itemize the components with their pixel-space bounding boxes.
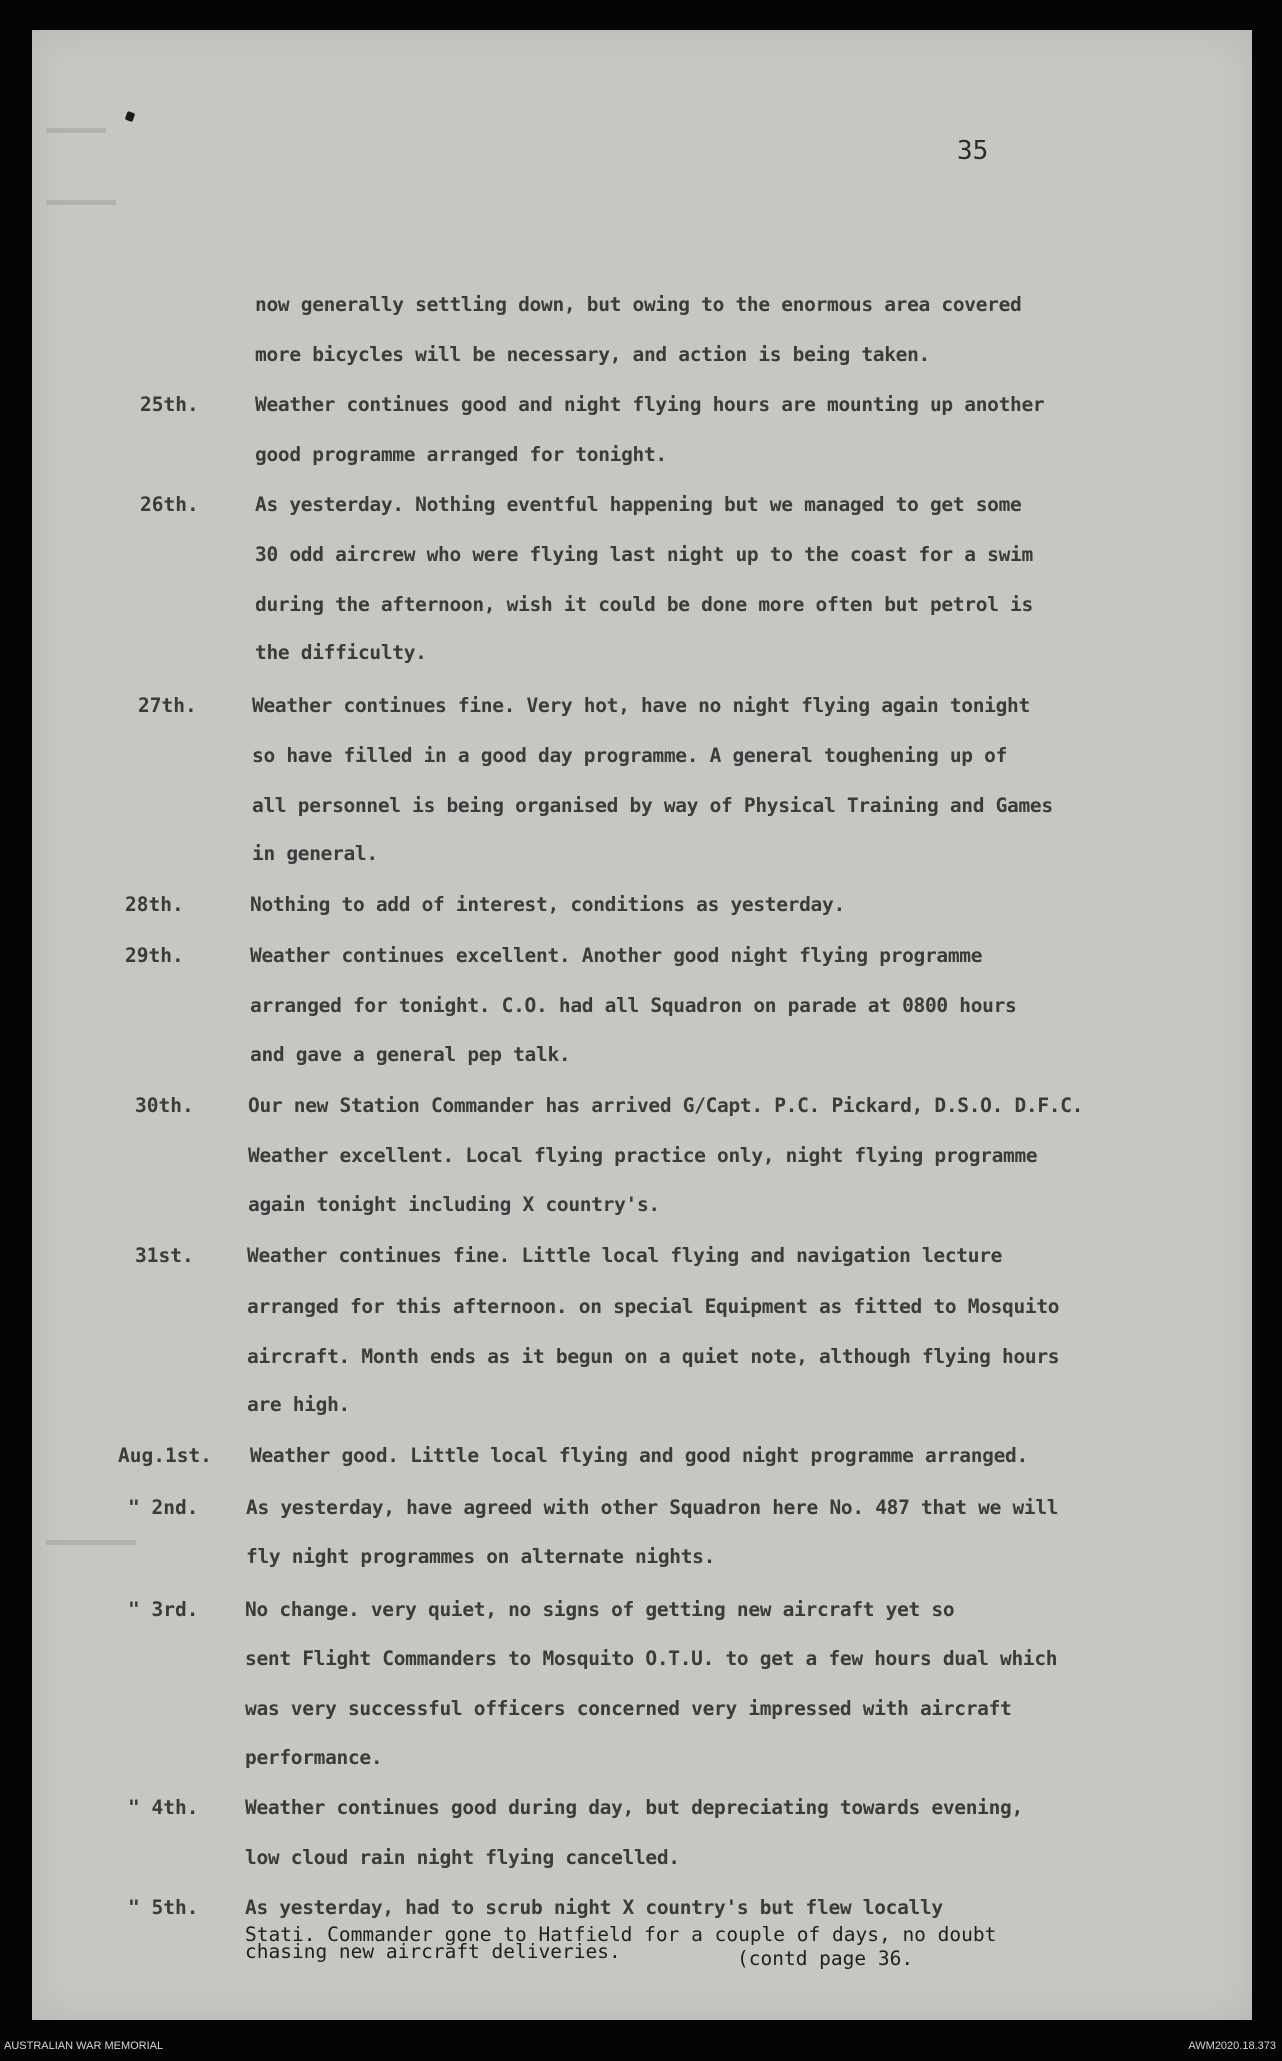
entry-line: now generally settling down, but owing to the enormous area covered [255,293,1022,316]
entry-line: arranged for this afternoon. on special Equipment as fitted to Mosquito [247,1295,1060,1318]
entry-line: sent Flight Commanders to Mosquito O.T.U. to get a few hours dual which [245,1647,1058,1670]
entry-line: As yesterday. Nothing eventful happening but we managed to get some [255,493,1022,516]
entry-line: Weather continues excellent. Another good night flying programme [250,944,983,967]
entry-line: good programme arranged for tonight. [255,443,667,466]
entry-date: " 3rd. [128,1598,199,1621]
entry-line: 30 odd aircrew who were flying last night up to the coast for a swim [255,543,1033,566]
page-number: 35 [957,136,989,166]
entry-line: low cloud rain night flying cancelled. [245,1846,680,1869]
continued-note: (contd page 36. [737,1947,914,1970]
entry-line: again tonight including X country's. [248,1193,660,1216]
entry-line: all personnel is being organised by way of Physical Training and Games [252,794,1053,817]
ink-speck [125,111,136,122]
entry-line: are high. [247,1393,350,1416]
entry-date: " 2nd. [128,1496,199,1519]
entry-date: 30th. [135,1094,194,1117]
entry-date: 25th. [140,393,199,416]
entry-line: was very successful officers concerned very impressed with aircraft [245,1697,1012,1720]
entry-line: Our new Station Commander has arrived G/Capt. P.C. Pickard, D.S.O. D.F.C. [248,1094,1084,1117]
archive-credit: AUSTRALIAN WAR MEMORIAL [4,2040,164,2052]
entry-line: Weather continues good during day, but depreciating towards evening, [245,1796,1023,1819]
footer-line: chasing new aircraft deliveries. [245,1940,621,1963]
entry-date: " 5th. [128,1896,199,1919]
entry-line: the difficulty. [255,641,427,664]
entry-date: 27th. [138,694,197,717]
entry-line: Weather continues good and night flying hours are mounting up another [255,393,1045,416]
faint-mark [46,1540,136,1545]
entry-line: performance. [245,1746,383,1769]
entry-line: during the afternoon, wish it could be done more often but petrol is [255,593,1033,616]
entry-line: Weather good. Little local flying and good night programme arranged. [250,1444,1028,1467]
entry-date: 26th. [140,493,199,516]
entry-line: Nothing to add of interest, conditions as yesterday. [250,893,845,916]
entry-line: Weather continues fine. Little local flying and navigation lecture [247,1244,1003,1267]
entry-date: 28th. [125,893,184,916]
entry-line: As yesterday, have agreed with other Squadron here No. 487 that we will [246,1496,1059,1519]
archive-reference: AWM2020.18.373 [1188,2040,1276,2052]
entry-line: so have filled in a good day programme. A general toughening up of [252,744,1008,767]
faint-mark [46,128,106,133]
footer-line: Stati. Commander gone to Hatfield for a couple of days, no doubt [245,1923,997,1946]
faint-mark [46,200,116,205]
entry-date: Aug.1st. [118,1444,212,1467]
entry-line: arranged for tonight. C.O. had all Squadron on parade at 0800 hours [250,994,1017,1017]
entry-line: and gave a general pep talk. [250,1043,571,1066]
entry-line: aircraft. Month ends as it begun on a quiet note, although flying hours [247,1345,1060,1368]
entry-line: Weather excellent. Local flying practice only, night flying programme [248,1144,1038,1167]
entry-date: " 4th. [128,1796,199,1819]
entry-date: 29th. [125,944,184,967]
entry-line: No change. very quiet, no signs of getting new aircraft yet so [245,1598,955,1621]
document-page [32,30,1252,2020]
entry-line: more bicycles will be necessary, and action is being taken. [255,343,930,366]
entry-date: 31st. [135,1244,194,1267]
entry-line: fly night programmes on alternate nights. [246,1545,716,1568]
entry-line: in general. [252,842,378,865]
entry-line: As yesterday, had to scrub night X country's but flew locally [245,1896,943,1919]
entry-line: Weather continues fine. Very hot, have no night flying again tonight [252,694,1030,717]
